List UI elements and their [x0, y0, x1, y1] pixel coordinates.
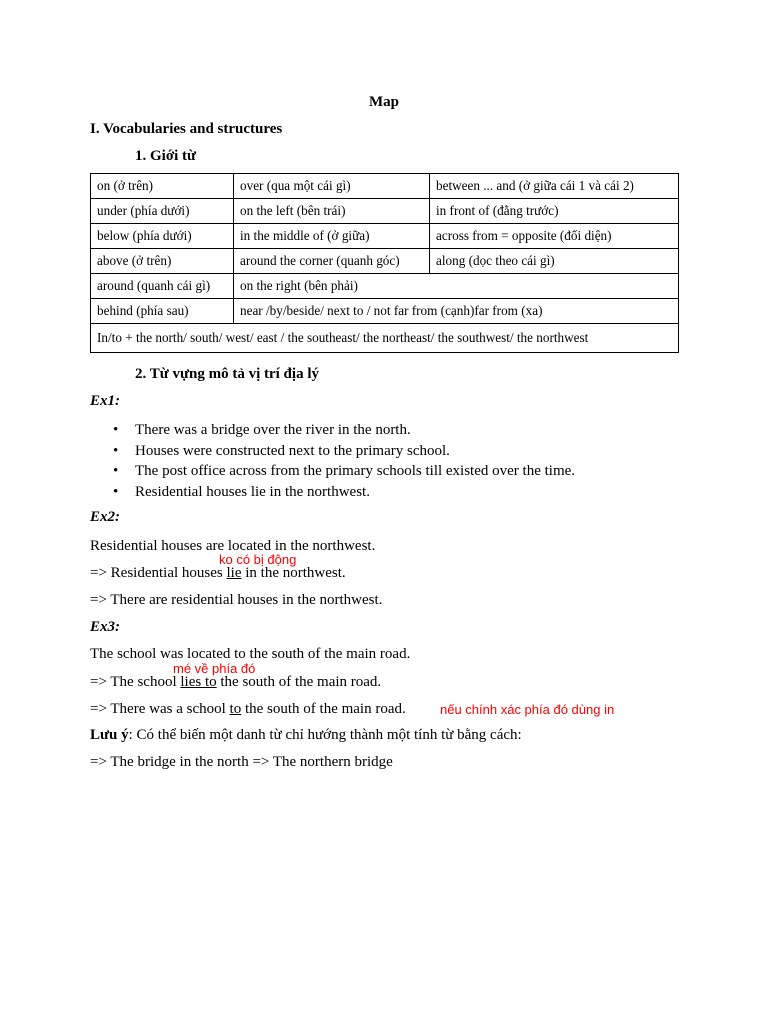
text-segment: => There was a school — [90, 701, 230, 717]
example-3-line-3 — [90, 701, 406, 718]
note-text: : Có thể biến một danh từ chỉ hướng thành một tính từ bằng cách: — [128, 727, 522, 743]
text-segment: => The school — [90, 674, 181, 690]
table-cell: under (phía dưới) — [91, 199, 234, 224]
list-item: • Houses were constructed next to the primary school. — [90, 441, 575, 462]
text-segment: the south of the main road. — [241, 701, 406, 717]
table-cell: in the middle of (ở giữa) — [234, 224, 430, 249]
example-1-list — [90, 420, 575, 502]
table-cell: In/to + the north/ south/ west/ east / the southeast/ the northeast/ the southwest/ the northwest — [91, 324, 679, 353]
table-row — [91, 299, 679, 324]
example-2-line-2 — [90, 565, 346, 582]
underlined-text: lie — [226, 565, 242, 581]
annotation-note: ko có bị động — [219, 552, 297, 567]
list-item: • There was a bridge over the river in the north. — [90, 420, 575, 441]
subsection-prepositions: 1. Giới từ — [135, 148, 197, 164]
table-cell: on (ở trên) — [91, 174, 234, 199]
page-title: Map — [369, 94, 399, 110]
table-cell: around (quanh cái gì) — [91, 274, 234, 299]
table-row — [91, 199, 679, 224]
example-3-label: Ex3: — [90, 619, 120, 635]
table-cell: along (dọc theo cái gì) — [430, 249, 679, 274]
table-row — [91, 174, 679, 199]
table-row — [91, 224, 679, 249]
example-2-line-1: Residential houses are located in the northwest. — [90, 538, 376, 554]
table-cell: in front of (đằng trước) — [430, 199, 679, 224]
table-row — [91, 249, 679, 274]
text-segment: => Residential houses — [90, 565, 227, 581]
table-cell: on the right (bên phải) — [234, 274, 679, 299]
table-cell: above (ở trên) — [91, 249, 234, 274]
table-cell: below (phía dưới) — [91, 224, 234, 249]
example-1-label: Ex1: — [90, 393, 120, 409]
example-2-label: Ex2: — [90, 509, 120, 525]
example-3-line-2 — [90, 674, 381, 691]
annotation-note: mé về phía đó — [173, 661, 256, 676]
text-segment: the south of the main road. — [216, 674, 382, 690]
table-cell: over (qua một cái gì) — [234, 174, 430, 199]
underlined-text: to — [229, 701, 242, 717]
list-item: • The post office across from the primary schools till existed over the time. — [90, 461, 575, 482]
table-row — [91, 324, 679, 353]
prepositions-table — [90, 173, 679, 353]
example-3-line-1: The school was located to the south of the main road. — [90, 646, 411, 662]
section-heading: I. Vocabularies and structures — [90, 121, 283, 137]
table-cell: near /by/beside/ next to / not far from (cạnh)far from (xa) — [234, 299, 679, 324]
text-segment: in the northwest. — [241, 565, 346, 581]
list-item: • Residential houses lie in the northwest. — [90, 482, 575, 503]
table-cell: between ... and (ở giữa cái 1 và cái 2) — [430, 174, 679, 199]
note-line — [90, 727, 522, 744]
table-cell: on the left (bên trái) — [234, 199, 430, 224]
table-cell: across from = opposite (đối diện) — [430, 224, 679, 249]
subsection-vocabulary: 2. Từ vựng mô tả vị trí địa lý — [135, 366, 319, 382]
table-row — [91, 274, 679, 299]
note-label: Lưu ý — [90, 727, 129, 743]
underlined-text: lies to — [180, 674, 217, 690]
example-2-line-3: => There are residential houses in the northwest. — [90, 592, 383, 608]
table-cell: behind (phía sau) — [91, 299, 234, 324]
table-cell: around the corner (quanh góc) — [234, 249, 430, 274]
annotation-note: nếu chính xác phía đó dùng in — [440, 702, 615, 717]
note-example: => The bridge in the north => The northern bridge — [90, 754, 393, 770]
